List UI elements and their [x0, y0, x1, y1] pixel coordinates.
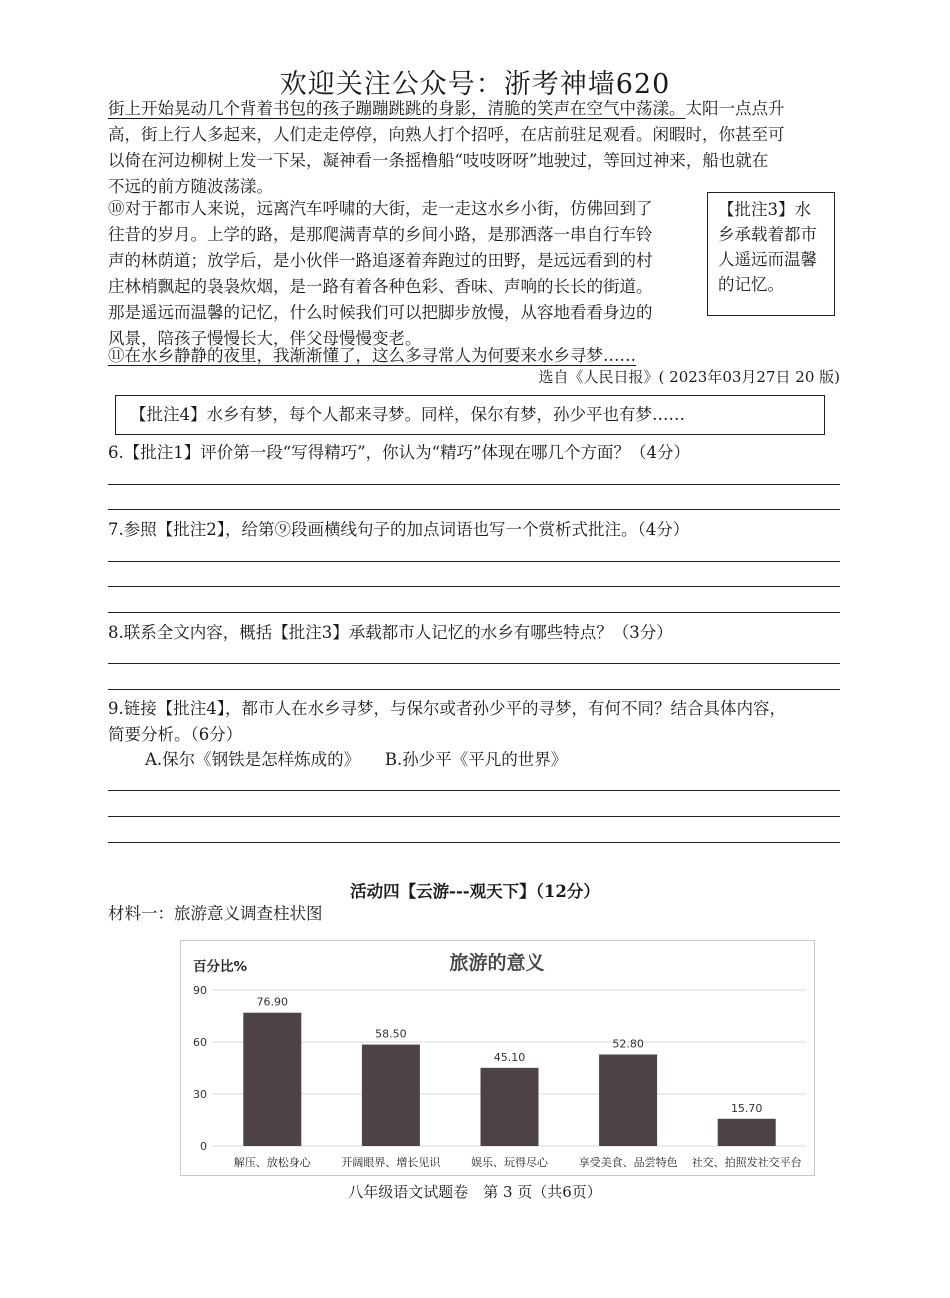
annotation-3-box: 【批注3】水乡承载着都市人遥远而温馨的记忆。 — [707, 192, 835, 316]
paragraph-10-line: 声的林荫道；放学后，是小伙伴一路追逐着奔跑过的田野，是远远看到的村 — [108, 251, 653, 270]
passage-line-1-rest: 太阳一点点升 — [685, 99, 785, 118]
answer-line[interactable] — [108, 842, 840, 843]
chart-data-label: 52.80 — [612, 1037, 644, 1051]
answer-line[interactable] — [108, 561, 840, 562]
chart-bar — [599, 1054, 657, 1146]
answer-line[interactable] — [108, 689, 840, 690]
chart-data-label: 45.10 — [493, 1050, 526, 1064]
chart-y-axis-label: 百分比% — [193, 959, 248, 975]
chart-bar — [718, 1119, 776, 1146]
question-8: 8.联系全文内容，概括【批注3】承载都市人记忆的水乡有哪些特点？（3分） — [108, 623, 673, 642]
paragraph-10-line: 那是遥远而温馨的记忆，什么时候我们可以把脚步放慢，从容地看看身边的 — [108, 303, 653, 322]
passage-line-2: 高，街上行人多起来，人们走走停停，向熟人打个招呼，在店前驻足观看。闲暇时，你甚至可 — [108, 125, 785, 144]
answer-line[interactable] — [108, 663, 840, 664]
chart-y-tick-label: 0 — [200, 1140, 207, 1153]
chart-title: 旅游的意义 — [449, 952, 545, 974]
paragraph-11: ⑪在水乡静静的夜里，我渐渐懂了，这么多寻常人为何要来水乡寻梦…… — [108, 346, 636, 365]
chart-y-tick-label: 90 — [193, 984, 207, 997]
paragraph-10-line: 往昔的岁月。上学的路，是那爬满青草的乡间小路，是那洒落一串自行车铃 — [108, 225, 653, 244]
chart-bar — [362, 1045, 420, 1146]
chart-data-label: 58.50 — [375, 1027, 407, 1041]
bar-chart-frame — [180, 940, 815, 1176]
passage-line-3: 以倚在河边柳树上发一下呆，凝神看一条摇橹船“吱吱呀呀”地驶过，等回过神来，船也就在 — [108, 151, 769, 170]
chart-y-tick-label: 60 — [193, 1036, 207, 1049]
chart-y-tick-label: 30 — [193, 1088, 207, 1101]
chart-data-label: 15.70 — [730, 1101, 763, 1115]
activity-4-title: 活动四【云游---观天下】（12分） — [350, 882, 600, 901]
chart-bar — [243, 1013, 301, 1146]
answer-line[interactable] — [108, 612, 840, 613]
chart-category-label: 开阔眼界、增长见识 — [341, 1156, 441, 1169]
paragraph-10-line: 庄林梢飘起的袅袅炊烟，是一路有着各种色彩、香味、声响的长长的街道。 — [108, 277, 653, 296]
bar-chart — [181, 941, 814, 1175]
answer-line[interactable] — [108, 790, 840, 791]
passage-line-1 — [108, 96, 785, 122]
page-header-watermark: 欢迎关注公众号：浙考神墙620 — [279, 69, 671, 100]
answer-line[interactable] — [108, 586, 840, 587]
page-footer: 八年级语文试题卷 第 3 页（共6页） — [348, 1183, 602, 1201]
question-9-line-1: 9.链接【批注4】，都市人在水乡寻梦，与保尔或者孙少平的寻梦，有何不同？结合具体内容， — [108, 699, 786, 718]
chart-category-label: 享受美食、品尝特色 — [578, 1156, 678, 1169]
question-9-options: A.保尔《钢铁是怎样炼成的》 B.孙少平《平凡的世界》 — [145, 750, 568, 769]
chart-bar — [481, 1068, 539, 1146]
question-9-line-2: 简要分析。（6分） — [108, 725, 243, 744]
chart-data-label: 76.90 — [256, 995, 289, 1009]
underlined-sentence: 街上开始晃动几个背着书包的孩子蹦蹦跳跳的身影，清脆的笑声在空气中荡漾。 — [108, 99, 686, 118]
chart-category-label: 社交、拍照发社交平台 — [691, 1156, 802, 1169]
paragraph-10-line: 风景，陪孩子慢慢长大，伴父母慢慢变老。 — [108, 329, 422, 348]
material-1-label: 材料一：旅游意义调查柱状图 — [108, 904, 323, 923]
answer-line[interactable] — [108, 816, 840, 817]
answer-line[interactable] — [108, 509, 840, 510]
paragraph-10-line: ⑩对于都市人来说，远离汽车呼啸的大街，走一走这水乡小街，仿佛回到了 — [108, 199, 653, 218]
chart-category-label: 解压、放松身心 — [233, 1156, 311, 1169]
source-citation: 选自《人民日报》( 2023年03月27日 20 版) — [538, 368, 840, 386]
question-6: 6.【批注1】评价第一段“写得精巧”，你认为“精巧”体现在哪几个方面？（4分） — [108, 443, 690, 462]
question-7: 7.参照【批注2】，给第⑨段画横线句子的加点词语也写一个赏析式批注。（4分） — [108, 520, 690, 539]
passage-line-4: 不远的前方随波荡漾。 — [108, 177, 273, 196]
chart-category-label: 娱乐、玩得尽心 — [471, 1156, 548, 1169]
answer-line[interactable] — [108, 484, 840, 485]
annotation-4-box: 【批注4】水乡有梦，每个人都来寻梦。同样，保尔有梦，孙少平也有梦…… — [115, 395, 825, 435]
